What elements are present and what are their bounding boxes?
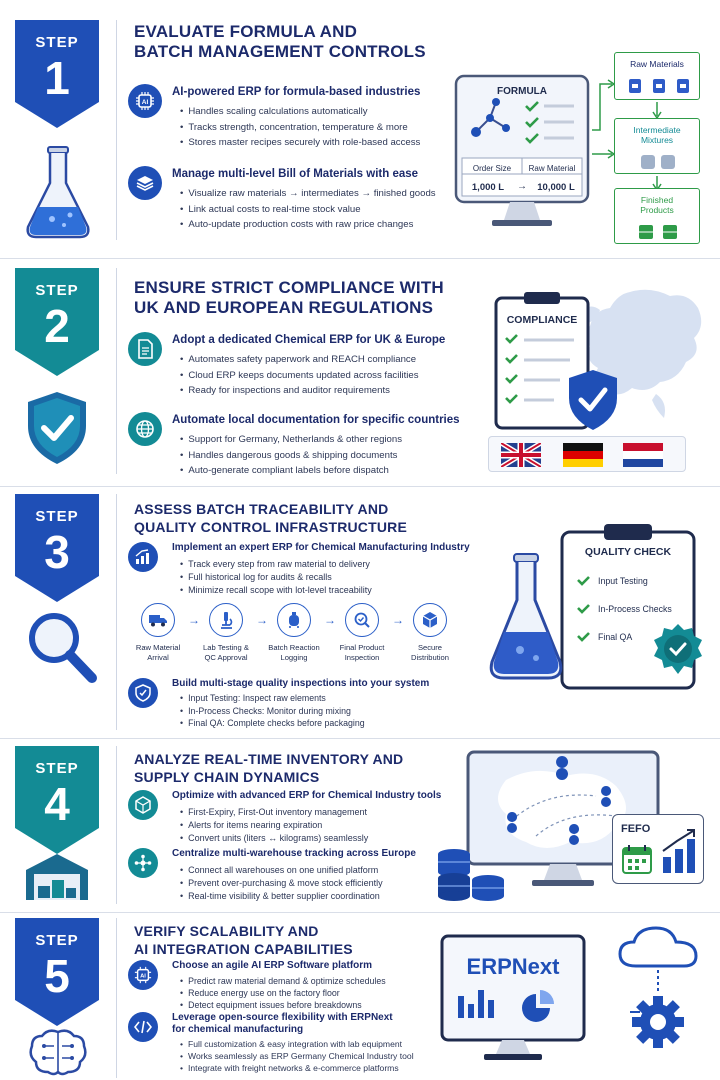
barrel-icon bbox=[627, 75, 691, 95]
step-label: STEP bbox=[35, 508, 79, 525]
feature-heading: Centralize multi-warehouse tracking across Europe bbox=[172, 848, 416, 859]
box-icon bbox=[128, 790, 158, 820]
feature-heading: Optimize with advanced ERP for Chemical Industry tools bbox=[172, 790, 442, 801]
erpnext-monitor bbox=[440, 934, 586, 1066]
feature-chemical-erp bbox=[128, 332, 458, 396]
germany-flag-icon bbox=[563, 443, 603, 467]
flow-step: Lab Testing & QC Approval bbox=[196, 603, 256, 663]
document-icon bbox=[128, 332, 162, 366]
flow-step: Raw Material Arrival bbox=[128, 603, 188, 663]
shield-check-icon bbox=[24, 390, 90, 466]
feature-ai-platform bbox=[128, 960, 458, 1012]
feature-bullet: • Prevent over-purchasing & move stock efficiently bbox=[180, 877, 383, 890]
layers-icon bbox=[128, 166, 162, 200]
feature-bullet: • First-Expiry, First-Out inventory management bbox=[180, 806, 368, 819]
chart-growth-icon bbox=[128, 542, 158, 572]
feature-heading: Leverage open-source flexibility with ERPNext bbox=[172, 1012, 393, 1023]
erpnext-brand: ERPNext bbox=[466, 954, 560, 979]
package-icon bbox=[413, 603, 447, 637]
feature-erpnext bbox=[128, 1012, 458, 1078]
calendar-icon bbox=[621, 843, 653, 875]
feature-bullet: • Full customization & easy integration with lab equipment bbox=[180, 1038, 414, 1050]
step-2-ribbon bbox=[15, 268, 99, 376]
feature-bullet: • Automates safety paperwork and REACH compliance bbox=[180, 352, 419, 368]
svg-text:AI: AI bbox=[140, 973, 146, 980]
step-1-section bbox=[0, 0, 720, 258]
feature-bullet: • Track every step from raw material to delivery bbox=[180, 558, 372, 571]
arrow-right-icon: → bbox=[188, 613, 200, 627]
step-4-ribbon bbox=[15, 746, 99, 854]
ai-chip-icon bbox=[128, 84, 162, 118]
feature-bullet: • Tracks strength, concentration, temperature & more bbox=[180, 120, 420, 136]
check-item: In-Process Checks bbox=[598, 604, 672, 614]
feature-bullet: • Integrate with freight networks & e-commerce platforms bbox=[180, 1062, 414, 1074]
raw-material-value: 10,000 L bbox=[537, 182, 575, 193]
feature-bullet: • Cloud ERP keeps documents updated across facilities bbox=[180, 368, 419, 384]
feature-quality-inspections bbox=[128, 678, 458, 730]
step-5-ribbon bbox=[15, 918, 99, 1026]
uk-flag-icon bbox=[501, 443, 541, 467]
step-title: VERIFY SCALABILITY AND AI INTEGRATION CAPABILITIES bbox=[134, 923, 353, 957]
barrels-icon bbox=[436, 846, 508, 902]
feature-bullet: • Auto-update production costs with raw price changes bbox=[180, 217, 436, 233]
step-label: STEP bbox=[35, 282, 79, 299]
feature-bullet: • Reduce energy use on the factory floor bbox=[180, 987, 386, 999]
step-number: 2 bbox=[44, 300, 70, 352]
flow-step: Batch Reaction Logging bbox=[264, 603, 324, 663]
feature-bullet: • Auto-generate compliant labels before dispatch bbox=[180, 463, 402, 479]
feature-bullet: • Input Testing: Inspect raw elements bbox=[180, 692, 365, 705]
feature-bullet: • In-Process Checks: Monitor during mixing bbox=[180, 705, 365, 718]
feature-bullet: • Works seamlessly as ERP Germany Chemical Industry tool bbox=[180, 1050, 414, 1062]
step-number: 1 bbox=[44, 52, 70, 104]
step-5-section bbox=[0, 914, 720, 1080]
feature-bullet: • Support for Germany, Netherlands & other regions bbox=[180, 432, 402, 448]
feature-bullet: • Predict raw material demand & optimize schedules bbox=[180, 975, 386, 987]
feature-bullet: • Convert units (liters ↔ kilograms) seamlessly bbox=[180, 832, 368, 845]
step-label: STEP bbox=[35, 932, 79, 949]
feature-ai-erp bbox=[128, 84, 458, 154]
shield-check-icon bbox=[128, 678, 158, 708]
raw-material-label: Raw Material bbox=[528, 164, 576, 173]
feature-traceability bbox=[128, 542, 470, 598]
feature-bullet: • Real-time visibility & better supplier coordination bbox=[180, 890, 383, 903]
feature-bullet: • Stores master recipes securely with role-based access bbox=[180, 135, 420, 151]
feature-local-docs bbox=[128, 412, 458, 476]
badge-check-icon bbox=[650, 622, 706, 678]
traceability-flow bbox=[128, 603, 458, 673]
arrow-right-icon: → bbox=[256, 613, 268, 627]
netherlands-flag-icon bbox=[623, 443, 663, 467]
flow-step: Secure Distribution bbox=[400, 603, 460, 663]
feature-bullet: • Final QA: Complete checks before packaging bbox=[180, 717, 365, 730]
feature-bullet: • Minimize recall scope with lot-level traceability bbox=[180, 584, 372, 597]
brain-circuit-icon bbox=[28, 1028, 88, 1076]
feature-inventory-tools bbox=[128, 790, 458, 844]
feature-heading: Manage multi-level Bill of Materials with ease bbox=[172, 168, 419, 180]
drum-icon bbox=[637, 223, 681, 241]
fefo-card bbox=[612, 814, 704, 884]
warehouse-icon bbox=[24, 852, 90, 902]
truck-icon bbox=[141, 603, 175, 637]
feature-heading: AI-powered ERP for formula-based industries bbox=[172, 86, 421, 98]
flask-icon bbox=[22, 145, 94, 241]
raw-materials-box: Raw Materials bbox=[614, 52, 700, 100]
step-title: EVALUATE FORMULA AND BATCH MANAGEMENT CONTROLS bbox=[134, 22, 426, 61]
feature-bullet: • Handles scaling calculations automatically bbox=[180, 104, 420, 120]
step-number: 5 bbox=[44, 950, 70, 1002]
formula-monitor bbox=[454, 74, 590, 234]
intermediate-box: Intermediate Mixtures bbox=[614, 118, 700, 174]
feature-bullet: • Ready for inspections and auditor requirements bbox=[180, 383, 419, 399]
arrow-right-icon: → bbox=[324, 613, 336, 627]
step-4-section bbox=[0, 742, 720, 908]
feature-heading-line2: for chemical manufacturing bbox=[172, 1024, 304, 1035]
reactor-icon bbox=[277, 603, 311, 637]
step-title: ASSESS BATCH TRACEABILITY AND QUALITY CONTROL INFRASTRUCTURE bbox=[134, 501, 408, 535]
step-2-section bbox=[0, 262, 720, 482]
step-title: ANALYZE REAL-TIME INVENTORY AND SUPPLY CHAIN DYNAMICS bbox=[134, 751, 404, 785]
clipboard-title: COMPLIANCE bbox=[506, 314, 578, 326]
feature-bullet: • Visualize raw materials → intermediates → finished goods bbox=[180, 186, 436, 202]
step-1-ribbon bbox=[15, 20, 99, 128]
tank-icon bbox=[639, 153, 679, 171]
feature-bom bbox=[128, 166, 458, 236]
step-label: STEP bbox=[35, 34, 79, 51]
feature-heading: Build multi-stage quality inspections into your system bbox=[172, 678, 430, 689]
flow-step: Final Product Inspection bbox=[332, 603, 392, 663]
feature-heading: Choose an agile AI ERP Software platform bbox=[172, 960, 373, 971]
feature-heading: Adopt a dedicated Chemical ERP for UK & Europe bbox=[172, 334, 446, 346]
network-icon bbox=[128, 848, 158, 878]
step-label: STEP bbox=[35, 760, 79, 777]
feature-bullet: • Connect all warehouses on one unified platform bbox=[180, 864, 383, 877]
check-item: Input Testing bbox=[598, 576, 648, 586]
feature-multi-warehouse bbox=[128, 848, 458, 904]
feature-heading: Automate local documentation for specific countries bbox=[172, 414, 460, 426]
feature-bullet: • Handles dangerous goods & shipping documents bbox=[180, 448, 402, 464]
feature-heading: Implement an expert ERP for Chemical Manufacturing Industry bbox=[172, 542, 470, 553]
clipboard-title: QUALITY CHECK bbox=[584, 546, 672, 558]
bar-chart-icon bbox=[661, 827, 699, 875]
microscope-icon bbox=[209, 603, 243, 637]
flags-row bbox=[488, 436, 686, 472]
code-icon bbox=[128, 1012, 158, 1042]
ai-chip-icon bbox=[128, 960, 158, 990]
globe-icon bbox=[128, 412, 162, 446]
step-number: 3 bbox=[44, 526, 70, 578]
shield-check-icon bbox=[565, 368, 621, 432]
feature-bullet: • Detect equipment issues before breakdowns bbox=[180, 999, 386, 1011]
order-size-value: 1,000 L bbox=[471, 182, 505, 193]
inspection-icon bbox=[345, 603, 379, 637]
feature-bullet: • Link actual costs to real-time stock value bbox=[180, 202, 436, 218]
step-title: ENSURE STRICT COMPLIANCE WITH UK AND EUROPEAN REGULATIONS bbox=[134, 278, 444, 317]
flask-icon bbox=[486, 552, 566, 684]
check-item: Final QA bbox=[598, 632, 633, 642]
step-number: 4 bbox=[44, 778, 70, 830]
feature-bullet: • Full historical log for audits & recalls bbox=[180, 571, 372, 584]
monitor-title: FORMULA bbox=[497, 86, 547, 97]
feature-bullet: • Alerts for items nearing expiration bbox=[180, 819, 368, 832]
svg-text:AI: AI bbox=[141, 99, 149, 106]
magnifier-icon bbox=[24, 608, 98, 684]
order-size-label: Order Size bbox=[472, 164, 512, 173]
fefo-label: FEFO bbox=[621, 823, 651, 835]
cloud-gear-icon bbox=[612, 922, 708, 1058]
finished-products-box: Finished Products bbox=[614, 188, 700, 244]
arrow-glyph: → bbox=[517, 181, 527, 192]
arrow-right-icon: → bbox=[392, 613, 404, 627]
step-3-ribbon bbox=[15, 494, 99, 602]
